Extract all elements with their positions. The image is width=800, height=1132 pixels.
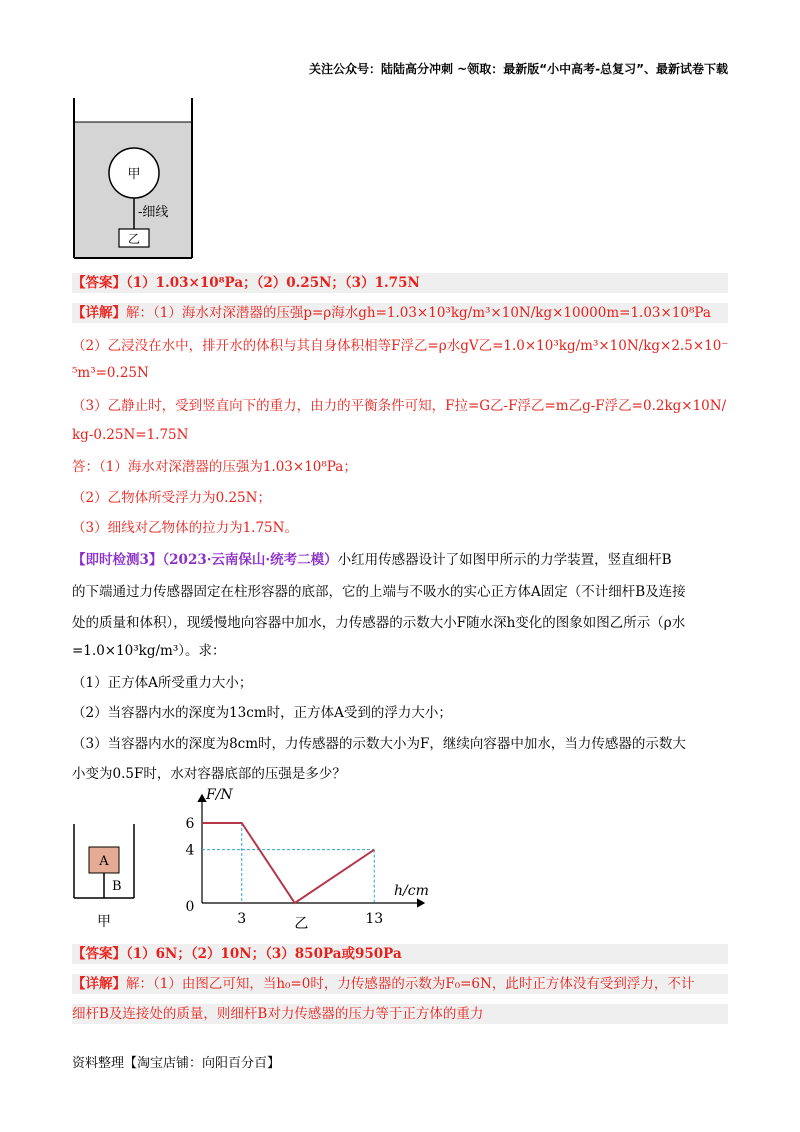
detail-1-line-0: 【详解】解：（1）海水对深潜器的压强p=ρ海水gh=1.03×10³kg/m³×10N/kg×10000m=1.03×10⁸Pa [72,303,728,323]
y-tick-label-6: 6 [185,816,195,832]
x-tick-label-3: 3 [237,911,247,927]
ball-label: 甲 [127,167,141,182]
detail-1-line-6: （2）乙物体所受浮力为0.25N； [72,490,271,506]
question-line-3: =1.0×10³kg/m³）。求： [72,643,226,659]
detail-1-line-1: （2）乙浸没在水中，排开水的体积与其自身体积相等F浮乙=ρ水gV乙=1.0×10³kg/m³×10N/kg×2.5×10⁻ [72,338,729,354]
x-axis-label: h/cm [394,883,429,899]
answer-1 [72,273,728,293]
figure-jia [72,822,142,932]
figure-jia-caption: 甲 [97,914,111,930]
question-line-7: 小变为0.5F时，水对容器底部的压强是多少？ [72,766,346,782]
detail-1-line-5: 答：（1）海水对深潜器的压强为1.03×10⁸Pa； [72,459,357,475]
answer-label: 【答案】 [72,275,126,291]
page-footer: 资料整理【淘宝店铺：向阳百分百】 [72,1056,281,1071]
detail-2-line-0: 【详解】解：（1）由图乙可知，当h₀=0时，力传感器的示数为F₀=6N，此时正方体没有受到浮力，不计 [72,974,728,994]
question-line-5: （2）当容器内水的深度为13cm时，正方体A受到的浮力大小； [72,705,452,721]
detail-label: 【详解】 [72,305,126,321]
question-line-4: （1）正方体A所受重力大小； [72,675,253,691]
y-tick-label-4: 4 [185,842,195,859]
question-line-1: 的下端通过力传感器固定在柱形容器的底部，它的上端与不吸水的实心正方体A固定（不计细杆B及连接 [72,584,686,600]
block-label: 乙 [127,232,141,246]
detail-1-line-4: kg-0.25N=1.75N [72,427,189,443]
cube-label: A [99,854,109,869]
question-line-0: 【即时检测3】（2023·云南保山·统考二模）小红用传感器设计了如图甲所示的力学装置，竖直细杆B [72,552,672,568]
detail-1-line-7: （3）细线对乙物体的拉力为1.75N。 [72,520,298,536]
detail-1-line-3: （3）乙静止时，受到竖直向下的重力，由力的平衡条件可知，F拉=G乙-F浮乙=m乙g-F浮乙=0.2kg×10N/ [72,398,727,414]
answer-text: （1）6N；（2）10N；（3）850Pa或950Pa [126,946,402,962]
x-tick-label-13: 13 [365,911,384,927]
string-label: -细线 [138,205,169,220]
figure-container-ball [72,98,202,260]
answer-2 [72,944,728,964]
chart-f-vs-h [180,785,440,930]
tick-label-origin: 0 [185,899,195,915]
page-header: 关注公众号：陆陆高分冲刺 ~领取：最新版“小中高考-总复习”、最新试卷下载 [309,62,728,76]
question-source: （2023·云南保山·统考二模） [162,552,338,568]
rod-label: B [112,879,122,894]
y-axis-label: F/N [206,787,233,803]
chart-caption: 乙 [294,916,309,930]
question-line-6: （3）当容器内水的深度为8cm时，力传感器的示数大小为F，继续向容器中加水，当力传感器的示数大 [72,736,686,752]
answer-label: 【答案】 [72,946,126,962]
detail-2-line-1: 细杆B及连接处的质量，则细杆B对力传感器的压力等于正方体的重力 [72,1004,728,1024]
detail-1-line-2: ⁵m³=0.25N [72,365,149,381]
detail-label: 【详解】 [72,976,126,992]
question-line-2: 处的质量和体积），现缓慢地向容器中加水，力传感器的示数大小F随水深h变化的图象如图乙所示（ρ水 [72,615,686,631]
question-tag: 【即时检测3】 [72,552,163,568]
series-line [202,823,374,903]
answer-text: （1）1.03×10⁸Pa；（2）0.25N；（3）1.75N [126,275,420,291]
